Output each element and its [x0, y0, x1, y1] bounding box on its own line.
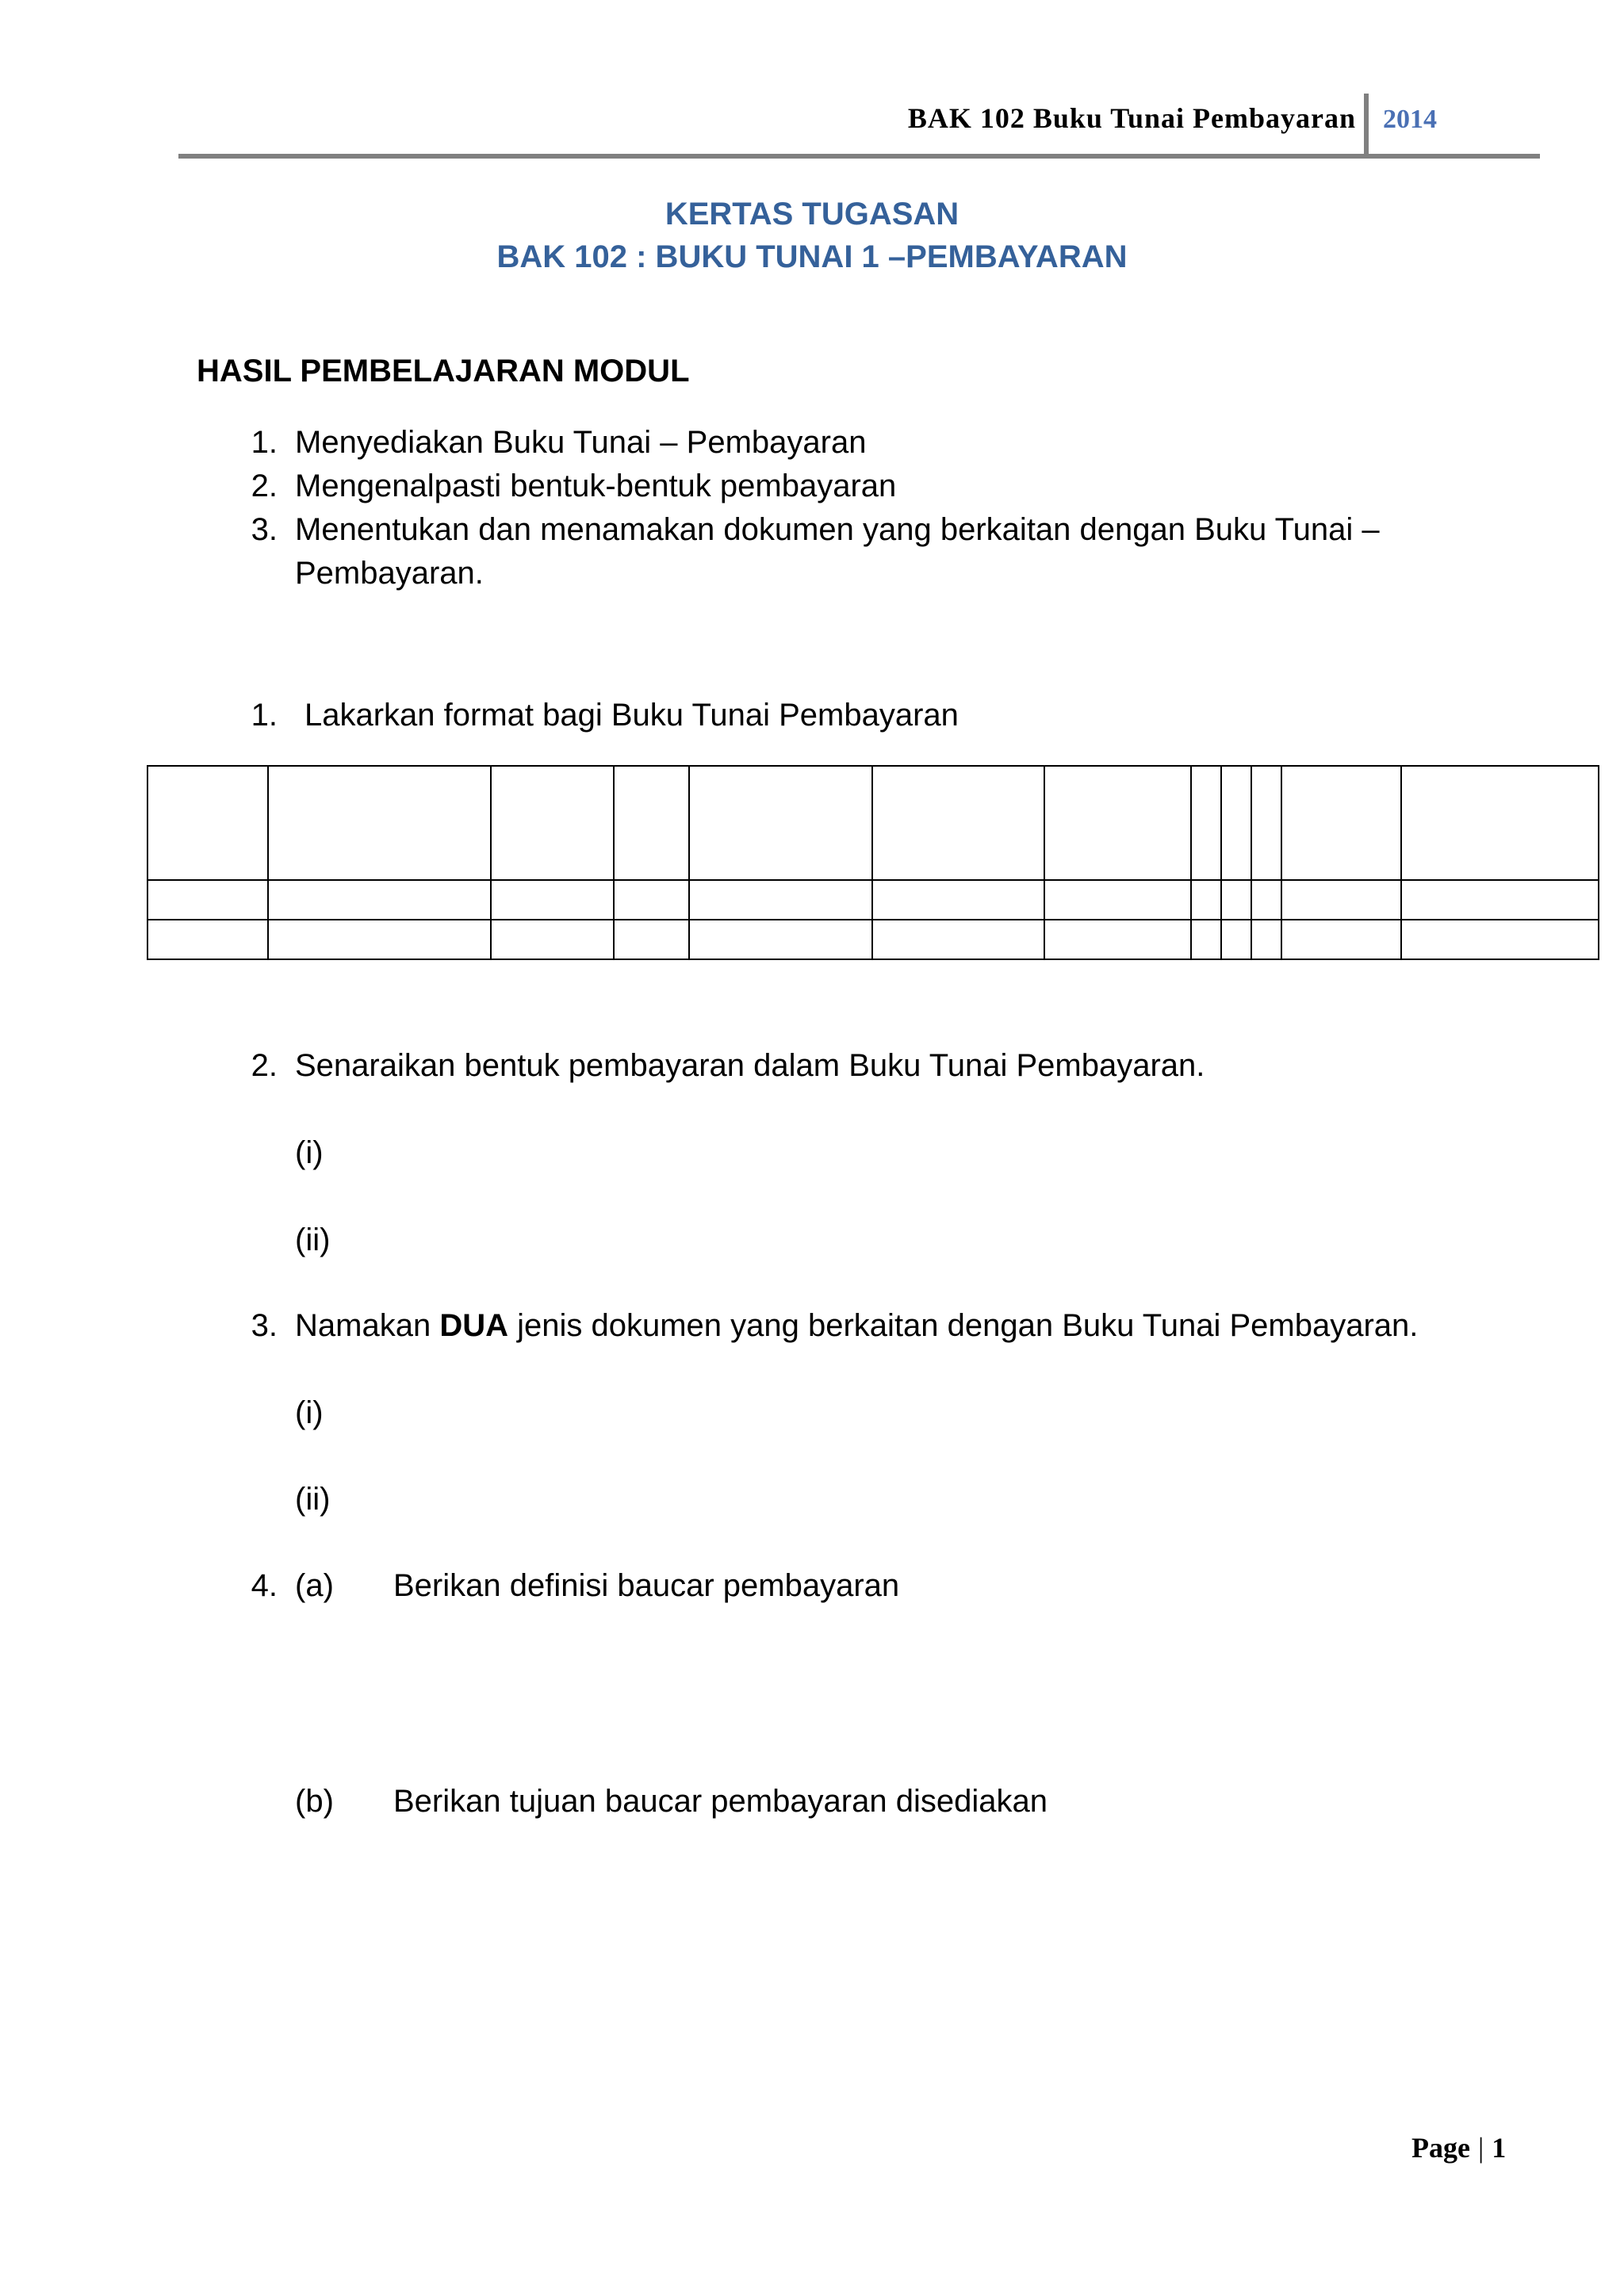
outcome-text: Menentukan dan menamakan dokumen yang berkaitan dengan Buku Tunai – [295, 512, 1380, 547]
header-divider [1364, 94, 1369, 159]
table-cell [1191, 920, 1221, 959]
outcome-text-continuation: Pembayaran. [295, 556, 484, 591]
table-cell [1281, 920, 1401, 959]
table-cell [1221, 920, 1251, 959]
table-cell [1044, 766, 1191, 880]
question-text-emphasis: DUA [439, 1308, 508, 1343]
table-cell [491, 880, 614, 920]
table-cell [1401, 920, 1599, 959]
table-cell [614, 880, 689, 920]
answer-label: (ii) [295, 1223, 331, 1257]
subquestion-text: Berikan tujuan baucar pembayaran disediakan [393, 1784, 1048, 1819]
table-cell [1251, 766, 1281, 880]
question-text-start: Namakan [295, 1308, 440, 1343]
table-cell [1044, 880, 1191, 920]
answer-label: (i) [295, 1135, 324, 1170]
table-cell [147, 920, 268, 959]
header-year: 2014 [1383, 105, 1437, 134]
table-cell [147, 880, 268, 920]
table-cell [1191, 766, 1221, 880]
table-cell [1191, 880, 1221, 920]
table-cell [1251, 880, 1281, 920]
outcome-text: Mengenalpasti bentuk-bentuk pembayaran [295, 469, 897, 503]
table-cell [872, 920, 1044, 959]
table-cell [1044, 920, 1191, 959]
outcome-number: 3. [251, 512, 278, 547]
question-text [295, 1307, 1418, 1344]
question-number: 4. [251, 1568, 278, 1603]
subquestion-text: Berikan definisi baucar pembayaran [393, 1568, 900, 1603]
table-cell [614, 920, 689, 959]
table-cell [268, 920, 491, 959]
table-cell [1251, 920, 1281, 959]
question-text: Senaraikan bentuk pembayaran dalam Buku Tunai Pembayaran. [295, 1048, 1205, 1083]
page-footer [1411, 2131, 1506, 2164]
question-text-end: jenis dokumen yang berkaitan dengan Buku Tunai Pembayaran. [508, 1308, 1419, 1343]
table-cell [1281, 766, 1401, 880]
question-number: 3. [251, 1308, 278, 1343]
question-number: 1. [251, 698, 278, 733]
question-text: Lakarkan format bagi Buku Tunai Pembayaran [304, 698, 959, 733]
table-cell [872, 766, 1044, 880]
subquestion-label: (a) [295, 1568, 334, 1603]
outcome-number: 2. [251, 469, 278, 503]
page-word: Page [1411, 2132, 1470, 2164]
table-cell [268, 766, 491, 880]
answer-label: (i) [295, 1395, 324, 1430]
document-subtitle: BAK 102 : BUKU TUNAI 1 –PEMBAYARAN [496, 239, 1128, 274]
learning-outcomes-heading: HASIL PEMBELAJARAN MODUL [197, 354, 690, 388]
outcome-text: Menyediakan Buku Tunai – Pembayaran [295, 425, 867, 460]
table-cell [689, 920, 872, 959]
table-cell [614, 766, 689, 880]
table-cell [1401, 880, 1599, 920]
table-cell [1221, 880, 1251, 920]
table-cell [872, 880, 1044, 920]
table-cell [147, 766, 268, 880]
table-cell [689, 880, 872, 920]
answer-label: (ii) [295, 1482, 331, 1517]
outcome-number: 1. [251, 425, 278, 460]
table-cell [491, 766, 614, 880]
header-rule [178, 154, 1540, 159]
table-cell [1221, 766, 1251, 880]
table-cell [689, 766, 872, 880]
page-separator: | [1477, 2132, 1484, 2164]
question-number: 2. [251, 1048, 278, 1083]
page-number: 1 [1492, 2132, 1507, 2164]
table-cell [491, 920, 614, 959]
cash-book-format-table [147, 765, 1599, 960]
table-cell [1281, 880, 1401, 920]
table-cell [268, 880, 491, 920]
document-title: KERTAS TUGASAN [665, 197, 959, 232]
subquestion-label: (b) [295, 1784, 334, 1819]
header-course-title: BAK 102 Buku Tunai Pembayaran [907, 102, 1356, 134]
table-cell [1401, 766, 1599, 880]
